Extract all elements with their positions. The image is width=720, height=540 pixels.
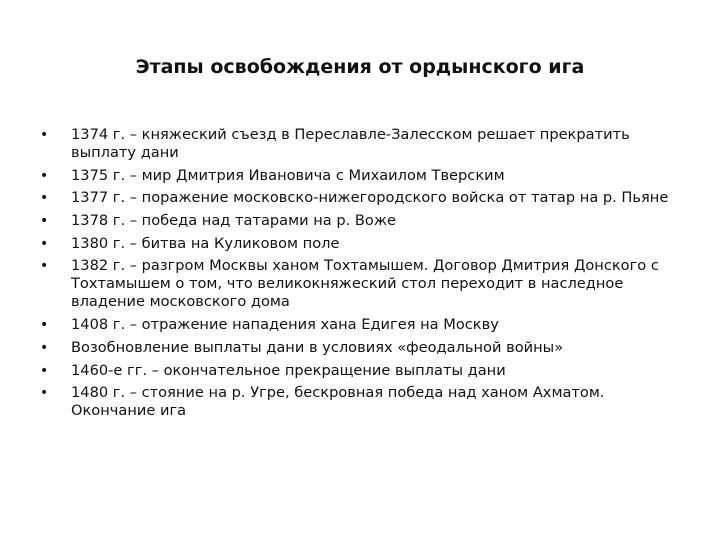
- list-item-text: 1374 г. – княжеский съезд в Переславле-Залесском решает прекратить выплату дани: [71, 126, 630, 161]
- bullet-icon: •: [40, 235, 49, 252]
- slide-title: Этапы освобождения от ордынского ига: [135, 56, 585, 78]
- list-item-text: 1378 г. – победа над татарами на р. Воже: [71, 212, 396, 230]
- list-item: [40, 362, 690, 380]
- list-item: [40, 167, 690, 185]
- list-item-text: 1460-е гг. – окончательное прекращение выплаты дани: [71, 361, 506, 379]
- bullet-icon: •: [40, 127, 49, 143]
- bullet-icon: •: [40, 362, 49, 379]
- list-item-text: 1408 г. – отражение нападения хана Едигея на Москву: [71, 316, 499, 334]
- bullet-list: [40, 126, 690, 425]
- list-item: [40, 235, 690, 253]
- list-item-text: 1480 г. – стояние на р. Угре, бескровная победа над ханом Ахматом. Окончание ига: [71, 384, 605, 420]
- bullet-icon: •: [40, 167, 49, 184]
- bullet-icon: •: [40, 339, 49, 356]
- bullet-icon: •: [40, 258, 49, 275]
- list-item: [40, 212, 690, 230]
- bullet-icon: •: [40, 213, 49, 230]
- list-item: [40, 316, 690, 334]
- bullet-icon: •: [40, 317, 49, 334]
- list-item-text: 1382 г. – разгром Москвы ханом Тохтамышем. Договор Дмитрия Донского с Тохтамышем о том, что великокняжеский стол переходит в наследное владение московского дома: [71, 257, 659, 311]
- list-item: [40, 126, 690, 162]
- list-item: [40, 257, 690, 311]
- bullet-icon: •: [40, 190, 49, 207]
- list-item-text: 1380 г. – битва на Куликовом поле: [71, 234, 340, 252]
- list-item: [40, 384, 690, 420]
- bullet-icon: •: [40, 385, 49, 402]
- list-item: [40, 189, 690, 207]
- list-item-text: 1375 г. – мир Дмитрия Ивановича с Михаилом Тверским: [71, 166, 505, 184]
- list-item-text: 1377 г. – поражение московско-нижегородского войска от татар на р. Пьяне: [71, 189, 669, 207]
- list-item-text: Возобновление выплаты дани в условиях «феодальной войны»: [71, 338, 564, 356]
- list-item: [40, 339, 690, 357]
